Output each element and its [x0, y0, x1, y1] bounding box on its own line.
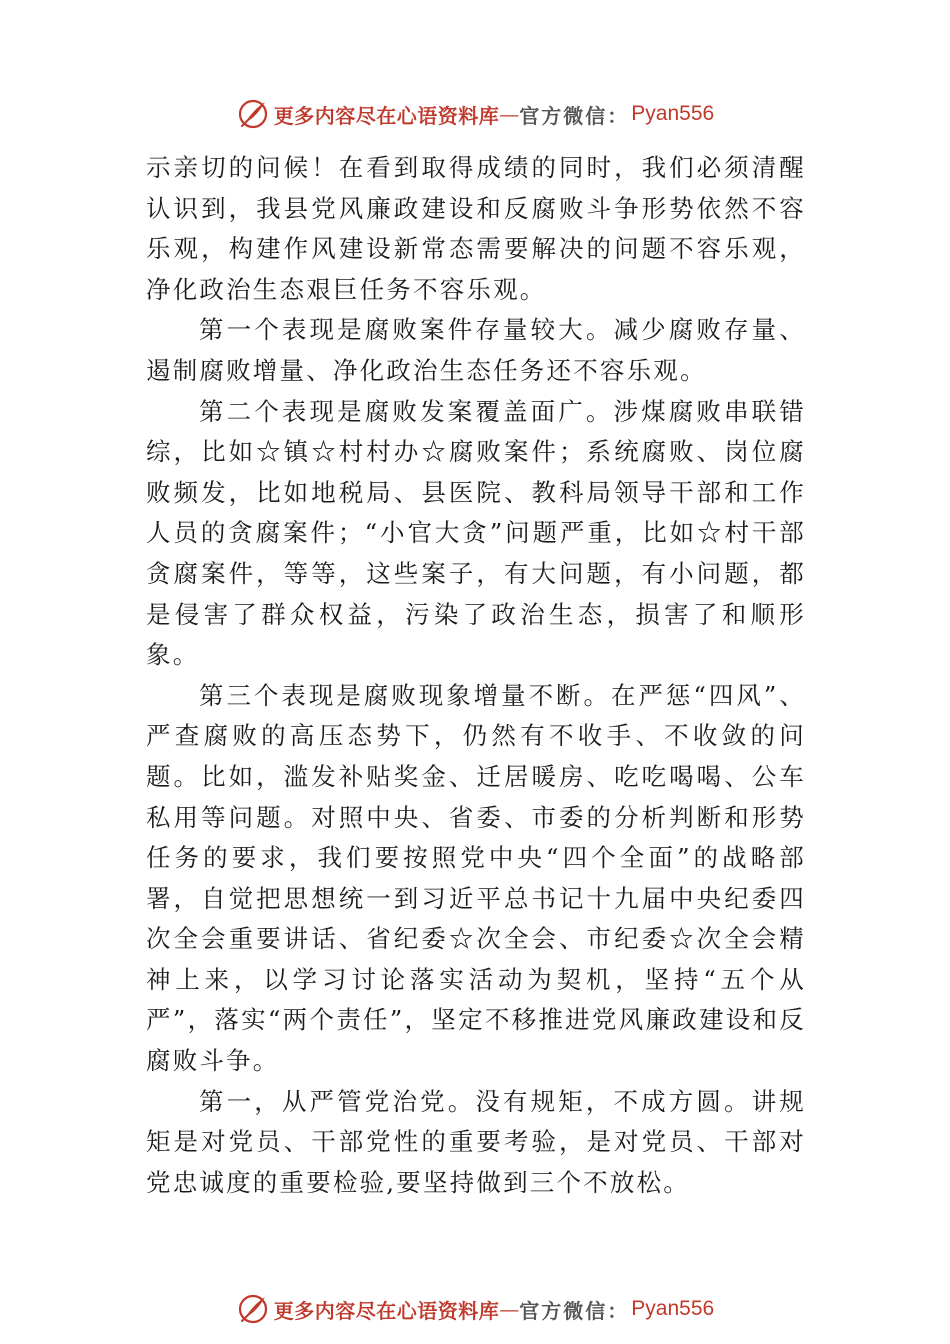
quill-logo-icon: [236, 97, 270, 131]
header-wechat-label: 官方微信：: [519, 103, 630, 128]
header-watermark: [0, 92, 950, 136]
footer-brand-text: 更多内容尽在心语资料库: [273, 1298, 500, 1323]
header-wechat-id: Pyan556: [631, 102, 715, 125]
footer-wechat-id: Pyan556: [631, 1297, 715, 1320]
paragraph-second-manifestation: 第二个表现是腐败发案覆盖面广。涉煤腐败串联错综，比如☆镇☆村村办☆腐败案件；系统腐败、岗位腐败频发，比如地税局、县医院、教科局领导干部和工作人员的贪腐案件；“小官大贪”问题严重，比如☆村干部贪腐案件，等等，这些案子，有大问题，有小问题，都是侵害了群众权益，污染了政治生态，损害了和顺形象。: [146, 396, 806, 670]
footer-wechat-label: 官方微信：: [519, 1298, 630, 1323]
paragraph-third-manifestation: 第三个表现是腐败现象增量不断。在严惩“四风”、严查腐败的高压态势下，仍然有不收手、不收敛的问题。比如，滥发补贴奖金、迁居暖房、吃吃喝喝、公车私用等问题。对照中央、省委、市委的分析判断和形势任务的要求，我们要按照党中央“四个全面”的战略部署，自觉把思想统一到习近平总书记十九届中央纪委四次全会重要讲话、省纪委☆次全会、市纪委☆次全会精神上来，以学习讨论落实活动为契机，坚持“五个从严”，落实“两个责任”，坚定不移推进党风廉政建设和反腐败斗争。: [146, 680, 806, 1076]
paragraph-first-manifestation: 第一个表现是腐败案件存量较大。减少腐败存量、遏制腐败增量、净化政治生态任务还不容乐观。: [146, 315, 806, 385]
header-dash: —: [499, 102, 520, 126]
quill-logo-icon: [236, 1292, 270, 1326]
paragraph-continuation: 示亲切的问候！在看到取得成绩的同时，我们必须清醒认识到，我县党风廉政建设和反腐败斗争形势依然不容乐观，构建作风建设新常态需要解决的问题不容乐观，净化政治生态艰巨任务不容乐观。: [146, 153, 806, 304]
paragraph-strict-party-governance: 第一，从严管党治党。没有规矩，不成方圆。讲规矩是对党员、干部党性的重要考验，是对党员、干部对党忠诚度的重要检验,要坚持做到三个不放松。: [146, 1086, 806, 1197]
footer-dash: —: [499, 1297, 520, 1321]
header-brand-text: 更多内容尽在心语资料库: [273, 103, 500, 128]
document-body: [146, 148, 806, 1203]
footer-watermark: [0, 1287, 950, 1331]
